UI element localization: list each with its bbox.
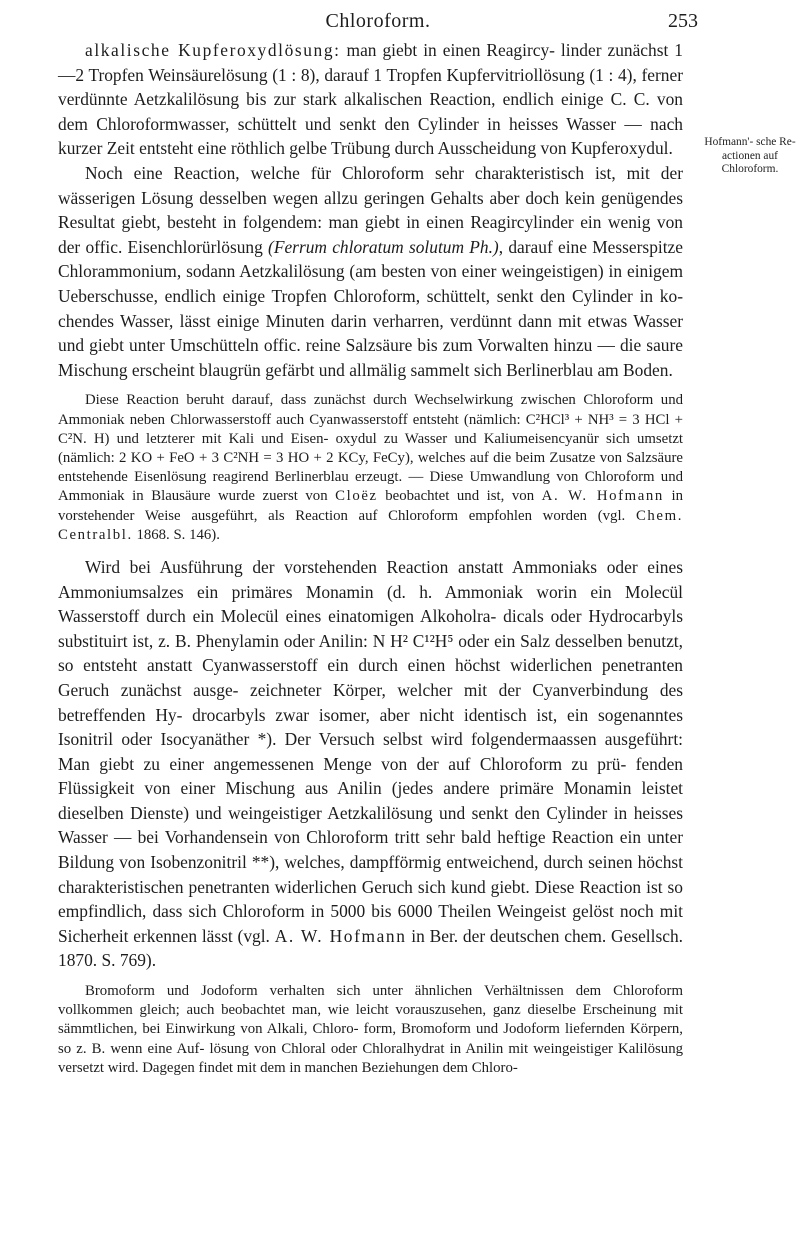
small-text: Bromoform und Jodoform verhalten sich unter ähnlichen Verhältnissen dem Chloroform vollkommen gleich; auch beobachtet man, wie leicht vorauszusehen, ganz dieselbe Erscheinung mit sämmtlichen, bei Einwirkung von Alkali, Chloro- form, Bromoform und Jodoform liefernden Körpern, so z. B. wenn eine Auf- lösung von Chloral oder Chloralhydrat in Anilin mit weingeistiger Kalilösung versetzt wird. Dagegen findet mit dem in manchen Beziehungen dem Chloro-: [58, 983, 683, 1076]
running-title: Chloroform.: [325, 10, 431, 32]
paragraph-text: Noch eine Reaction, welche für Chloroform sehr charakteristisch ist, mit der wässerigen Lösung desselben wegen allzu geringen Gehalts aber doch kein genügendes Resultat giebt, besteht in folgendem: man giebt in einen Reagircylinder ein wenig von der offic. Eisenchlorürlösung: [58, 162, 683, 257]
small-text: Diese Reaction beruht darauf, dass zunächst durch Wechselwirkung zwischen Chloroform und Ammoniak neben Chlorwasserstoff auch Cyanwasserstoff entsteht (nämlich: C²HCl³ + NH³ = 3 HCl + C²N. H) und letzterer mit Kali und Eisen- oxydul zu Wasser und Kaliumeisencyanür sich umsetzt (nämlich: 2 KO + FeO + 3 C²NH = 3 HO + 2 KCy, FeCy), welches auf die beim Zusatze von Salzsäure entstehende Eisenlösung reagirend Berlinerblau erzeugt. — Diese Umwandlung von Chloroform und Ammoniak in Blausäure wurde zuerst von: [58, 392, 683, 505]
author-name: Cloëz: [335, 488, 378, 505]
paragraph-text-continued: , darauf eine Messerspitze Chlorammonium, sodann Aetzkalilösung (am besten von einer weingeistigen) in einigem Ueberschusse, endlich einige Tropfen Chloroform, schüttelt, senkt den Cylinder in ko- chendes Wasser, lässt einige Minuten darin verharren, verdünnt dann mit etwas Wasser und giebt unter Umschütteln offic. reine Salzsäure bis zum Vorwalten hinzu — die saure Mischung erscheint blaugrün gefärbt und allmälig sammelt sich Berlinerblau am Boden.: [58, 236, 683, 380]
small-print-bromoform: [58, 982, 683, 1078]
journal-name: Chem. Centralbl.: [58, 507, 683, 543]
paragraph-text: Wird bei Ausführung der vorstehenden Reaction anstatt Ammoniaks oder eines Ammoniumsalzes ein primäres Monamin (d. h. Ammoniak worin ein Molecül Wasserstoff durch ein Molecül eines einatomigen Alkoholra- dicals oder Hydrocarbyls substituirt ist, z. B. Phenylamin oder Anilin: N H² C¹²H⁵ oder ein Salz desselben benutzt, so entsteht anstatt Cyanwasserstoff ein durch einen höchst widerlichen penetranten Geruch zunächst ausge- zeichneter Körper, welcher mit der Cyanverbindung des betreffenden Hy- drocarbyls zwar isomer, aber nicht identisch ist, ein sogenanntes Isonitril oder Isocyanäther *). Der Versuch selbst wird folgendermaassen ausgeführt: Man giebt zu einer angemessenen Menge von der auf Chloroform zu prü- fenden Flüssigkeit von einer Mischung aus Anilin (jedes andere primäre Monamin leistet dieselben Dienste) und weingeistiger Aetzkalilösung und senkt den Cylinder in heisses Wasser — bei Vorhandensein von Chloroform tritt sehr bald heftige Reaction ein unter Bildung von Isobenzonitril **), welches, dampfförmig entweichend, durch seinen höchst charakteristischen penetranten widerlichen Geruch sich kund giebt. Diese Reaction ist so empfindlich, dass sich Chloroform in 5000 bis 6000 Theilen Weingeist gelöst noch mit Sicherheit erkennen lässt (vgl.: [58, 556, 683, 946]
page-number: 253: [668, 10, 698, 32]
spaced-lead-term: alkalische Kupferoxydlösung:: [85, 40, 341, 60]
paragraph-hofmann-reaction: [58, 161, 683, 382]
italic-term: (Ferrum chloratum solutum Ph.): [268, 236, 499, 257]
paragraph-isonitril-reaction: [58, 555, 683, 973]
small-text: 1868. S. 146).: [132, 526, 220, 543]
small-print-explanation: [58, 391, 683, 545]
page-header: [58, 10, 698, 40]
paragraph-text-continued: in Ber. der deutschen chem. Gesellsch. 1870. S. 769).: [58, 925, 683, 971]
margin-note: Hofmann'- sche Re- actionen auf Chloroform.: [704, 136, 796, 176]
small-text: beobachtet und ist, von: [377, 488, 542, 505]
small-text: in vorstehender Weise ausgeführt, als Reaction auf Chloroform empfohlen worden (vgl.: [58, 488, 683, 524]
author-name: A. W. Hofmann: [541, 488, 664, 505]
author-name: A. W. Hofmann: [274, 925, 407, 946]
paragraph-text: man giebt in einen Reagircy- linder zunächst 1—2 Tropfen Weinsäurelösung (1 : 8), darauf 1 Tropfen Kupfervitriollösung (1 : 4), ferner verdünnte Aetzkalilösung bis zur stark alkalischen Reaction, endlich einige C. C. von dem Chloroformwasser, schüttelt und senkt den Cylinder in heisses Wasser — nach kurzer Zeit entsteht eine röthlich gelbe Trübung durch Ausscheidung von Kupferoxydul.: [58, 40, 684, 159]
main-text: [58, 38, 683, 1078]
paragraph-copper-reaction: [58, 38, 683, 161]
